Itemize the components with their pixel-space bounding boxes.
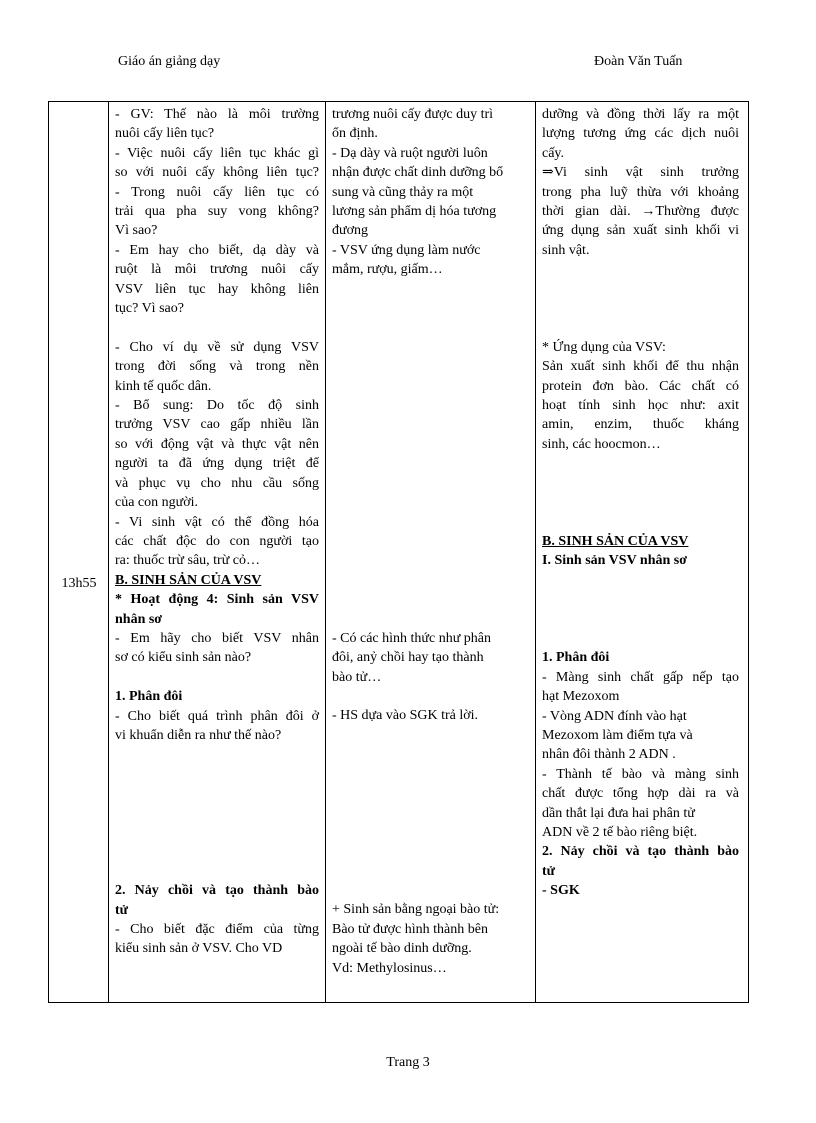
text-line: - Bổ sung: Do tốc độ sinh (115, 398, 319, 414)
text-line: ổn định. (332, 126, 378, 142)
subsection-heading: tử (542, 863, 556, 879)
text-line: ⇒Vi sinh vật sinh trưởng (542, 165, 739, 181)
teacher-activity-column (115, 105, 319, 959)
text-line: - Vòng ADN đính vào hạt (542, 708, 687, 724)
subsection-heading: 2. Nảy chồi và tạo thành bào (115, 883, 319, 899)
text-line: Sản xuất sinh khối để thu nhận (542, 359, 739, 375)
text-line: các chất độc do con người tạo (115, 533, 319, 549)
text-line: nuôi cấy liên tục? (115, 126, 215, 142)
text-line: của con người. (115, 495, 199, 511)
section-heading: B. SINH SẢN CỦA VSV (542, 533, 689, 549)
text-line: nhận được chất dinh dưỡng bổ (332, 165, 504, 181)
text-line: - Thành tế bào và màng sinh (542, 766, 739, 782)
text-line: ruột là môi trương nuôi cấy (115, 262, 319, 278)
column-divider (325, 102, 326, 1002)
text-line: - Cho ví dụ về sử dụng VSV (115, 339, 319, 355)
text-line: trải qua pha suy vong không? (115, 204, 319, 220)
subsection-heading: I. Sinh sản VSV nhân sơ (542, 553, 687, 569)
text-line: người ta đã ứng dụng triệt để (115, 456, 319, 472)
page-number: Trang 3 (386, 1055, 430, 1070)
subsection-heading: 1. Phân đôi (115, 689, 183, 705)
text-line: lượng tương ứng các dịch nuôi (542, 126, 739, 142)
text-line: trưởng VSV cao gấp nhiều lần (115, 417, 319, 433)
text-line: - GV: Thế nào là môi trường (115, 107, 319, 122)
text-line: vi khuẩn diễn ra như thế nào? (115, 727, 282, 743)
header-left-title: Giáo án giảng dạy (118, 54, 221, 69)
text-line: sơ có kiểu sinh sản nào? (115, 650, 252, 666)
text-line: protein đơn bào. Các chất có (542, 378, 739, 394)
column-divider (535, 102, 536, 1002)
text-line: - Dạ dày và ruột người luôn (332, 145, 488, 161)
text-line: trong đời sống và trong nền (115, 359, 319, 375)
text-line: đôi, anỷ chồi hay tạo thành (332, 650, 484, 666)
text-line: - Vi sinh vật có thể đồng hóa (115, 514, 319, 530)
text-line: + Sinh sản bằng ngoại bào tử: (332, 902, 500, 918)
subsection-heading: 2. Nảy chồi và tạo thành bào (542, 844, 739, 860)
text-line: sung và cũng thảy ra một (332, 184, 474, 200)
text-line: Vì sao? (115, 223, 158, 239)
text-line: ngoài tế bào dinh dưỡng. (332, 941, 472, 957)
text-line: amin, enzim, thuốc kháng (542, 417, 739, 433)
text-line: ứng dụng sản xuất sinh khối vi (542, 223, 739, 239)
text-line: đương (332, 223, 368, 239)
header-author: Đoàn Văn Tuấn (594, 54, 683, 69)
text-line: ra: thuốc trừ sâu, trừ cỏ… (115, 553, 261, 569)
text-line: so với động vật và thực vật nên (115, 436, 319, 452)
text-line: - HS dựa vào SGK trả lời. (332, 708, 479, 724)
section-heading: B. SINH SẢN CỦA VSV (115, 572, 262, 588)
text-line: kiểu sinh sản ở VSV. Cho VD (115, 941, 283, 957)
text-line: nhân đôi thành 2 ADN . (542, 747, 676, 763)
text-line: - VSV ứng dụng làm nước (332, 242, 481, 258)
activity-heading: * Hoạt động 4: Sinh sản VSV (115, 592, 319, 608)
text-line: và phục vụ cho nhu cầu sống (115, 475, 319, 491)
text-line: kinh tế quốc dân. (115, 378, 212, 394)
text-line: * Ứng dụng của VSV: (542, 339, 666, 355)
text-line: hoạt tính sinh học như: axit (542, 398, 739, 414)
text-line: cấy. (542, 145, 565, 161)
text-line: bào tử… (332, 669, 382, 685)
text-line: - Em hay cho biết, dạ dày và (115, 242, 319, 258)
text-line: hạt Mezoxom (542, 689, 620, 705)
text-line: thời gian dài. →Thường được (542, 204, 739, 220)
text-line: dần thắt lại đưa hai phân tử (542, 805, 695, 821)
text-line: trong pha luỹ thừa với khoảng (542, 184, 739, 200)
text-line: tục? Vì sao? (115, 301, 184, 317)
text-line: - Trong nuôi cấy liên tục có (115, 184, 319, 200)
text-line: sinh, các hoocmon… (542, 436, 661, 452)
text-line: Mezoxom làm điểm tựa và (542, 727, 693, 743)
activity-heading: nhân sơ (115, 611, 163, 627)
text-line: trương nuôi cấy được duy trì (332, 107, 494, 122)
time-cell: 13h55 (61, 576, 97, 591)
text-line: - Cho biết đặc điểm của từng (115, 921, 319, 937)
text-line: VSV liên tục hay không liên (115, 281, 319, 297)
lesson-table (48, 101, 749, 1003)
content-column (542, 105, 739, 901)
text-line: chất được tổng hợp dài ra và (542, 786, 739, 802)
text-line: - Có các hình thức như phân (332, 630, 492, 646)
text-line: dưỡng và đồng thời lấy ra một (542, 107, 739, 122)
subsection-heading: tử (115, 902, 129, 918)
text-line: - Em hãy cho biết VSV nhân (115, 630, 319, 646)
text-line: Vd: Methylosinus… (332, 960, 447, 976)
text-line: mắm, rượu, giấm… (332, 262, 443, 278)
text-line: sinh vật. (542, 242, 590, 258)
text-line: Bào tử được hình thành bên (332, 921, 488, 937)
text-line: lương sản phẩm dị hóa tương (332, 204, 497, 220)
text-line: - Cho biết quá trình phân đôi ở (115, 708, 319, 724)
text-line: so với nuôi cấy không liên tục? (115, 165, 319, 181)
text-line: - SGK (542, 883, 580, 899)
subsection-heading: 1. Phân đôi (542, 650, 610, 666)
column-divider (108, 102, 109, 1002)
student-activity-column (332, 105, 529, 978)
text-line: - Việc nuôi cấy liên tục khác gì (115, 145, 319, 161)
text-line: ADN về 2 tế bào riêng biệt. (542, 824, 698, 840)
text-line: - Màng sinh chất gấp nếp tạo (542, 669, 739, 685)
